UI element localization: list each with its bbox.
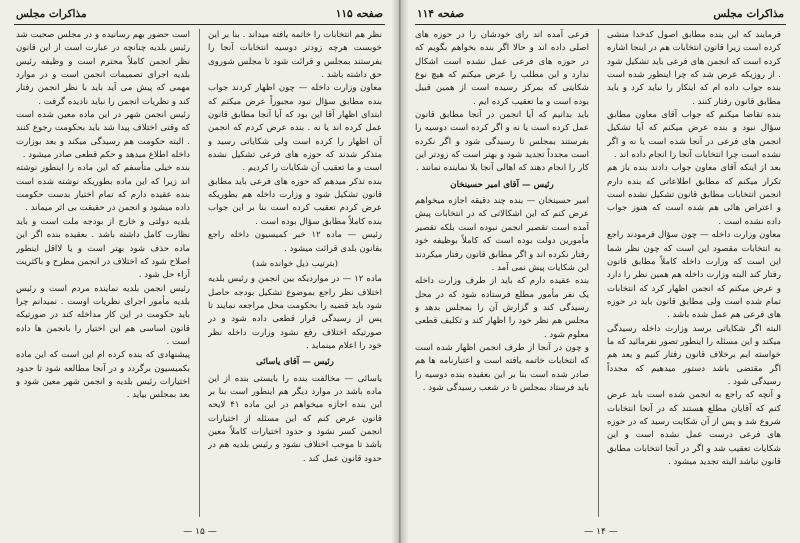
paragraph: بعد از اینکه آقای معاون جواب دادند بنده باز هم تکرار میکنم که مطابق اطلاعاتی که بنده دارم انجمن انتخابات مطابق قانون تشکیل نشده است و اعتراض هائی هم شده است که هنوز جواب داده نشده است . xyxy=(607,163,781,227)
paragraph: و چون در آنجا از طرف انجمن اظهار شده است که انتخابات خاتمه یافته است و اعتبارنامه ها هم صادر شده است بنا بر این بعقیده بنده دوسیه را باید فرستاد بمجلس تا در شعب رسیدگی شود . xyxy=(415,342,589,393)
right-page xyxy=(400,0,800,543)
running-title: مذاکرات مجلس xyxy=(16,8,87,20)
paragraph: فرمایند که این بنده مطابق اصول کدخدا منشی کرده است زیرا قانون انتخابات هم در اینجا اشاره کرده است که انجمن های فرعی باید تشکیل شود . از روزیکه عرض شد که چرا اینطور شده است بنده جواب داده ام که اینکار را نباید کرد و باید مطابق قانون رفتار کنند . xyxy=(607,30,781,107)
header-rule xyxy=(14,24,385,25)
running-title: مذاکرات مجلس xyxy=(713,8,784,20)
text-column-right xyxy=(607,29,781,517)
page-header xyxy=(16,6,383,22)
paragraph: معاون وزارت داخله — چون سؤال فرمودند راجع به انتخابات مقصود این است که چون نظر شما این است که وزارت داخله کاملاً مطابق قانون رفتار کند البته وزارت داخله هم همین نظر را دارد و عرض میکنم که انجمن اظهار کرد که انتخابات تمام شده است ولی مطابق قانون باید در حوزه های فرعی هم عمل شده باشد . xyxy=(607,230,781,321)
speaker-heading: رئیس — آقای امیر حسینخان xyxy=(450,179,554,190)
paragraph: پیشنهادی که بنده کرده ام این است که این ماده بکمیسیون برگردد و در آنجا مطالعه شود تا حدود اختیارات رئیس بلدیه و انجمن شهر معین شود و بعد بمجلس بیاید . xyxy=(16,350,190,401)
paragraph: نظر هم انتخابات را خاتمه یافته میداند . بنا بر این خوبست هرچه زودتر دوسیه انتخابات آنجا را بفرستند بمجلس و قرائت شود تا مجلس شوروی حق داشته باشد . xyxy=(208,30,382,81)
page-header xyxy=(417,6,784,22)
paragraph: بنده تذکر میدهم که حوزه های فرعی باید مطابق قانون تشکیل شود و وزارت داخله هم بطوریکه عرض کردم تعقیب کرده است بنا بر این جواب بنده کاملاً مطابق سؤال بوده است . xyxy=(208,176,382,227)
paragraph: رئیس — ماده ۱۲ خبر کمیسیون داخله راجع بقانون بلدی قرائت میشود . xyxy=(208,230,382,254)
text-column-left xyxy=(415,29,589,517)
book-gutter xyxy=(392,0,408,543)
paragraph: و آنچه که راجع به انجمن شده است باید عرض کنم که آقایان مطلع هستند که در آنجا انتخابات شروع شد و پس از آن شکایت رسید که در حوزه های فرعی درست عمل نشده است و این شکایات تعقیب شد و اگر در آنجا انتخابات مطابق قانون نباشد البته تجدید میشود . xyxy=(607,390,781,467)
paragraph: بنده خیلی متأسفم که این ماده را اینطور نوشته اند زیرا که این ماده بطوریکه نوشته شده است بنده عقیده دارم که تمام اختیار بدست حکومت داده میشود و انجمن در حقیقت بی اثر میماند . xyxy=(16,163,190,214)
column-divider xyxy=(199,29,200,517)
paragraph: رئیس انجمن بلدیه نماینده مردم است و رئیس بلدیه مأمور اجرای نظریات اوست . نمیدانم چرا باید حکومت در این کار مداخله کند در صورتیکه قانون اساسی هم این اختیار را بانجمن ها داده است . xyxy=(16,283,190,347)
text-column-right xyxy=(208,29,382,517)
paragraph: البته اگر شکایاتی برسد وزارت داخله رسیدگی میکند و این مسئله را اینطور تصور نفرمائید که ما خواسته ایم برخلاف قانون رفتار کنیم و بعد هم اگر مقتضی باشد دستور میدهیم که مجدداً رسیدگی شود . xyxy=(607,323,781,387)
page-number-header: صفحه ۱۱۴ xyxy=(417,8,465,20)
header-rule xyxy=(415,24,786,25)
paragraph: بلدیه دولتی و خارج از بودجه ملت است و باید نظارت کامل داشته باشد . بعقیده بنده اگر این ماده حذف شود بهتر است و یا لااقل اینطور اصلاح شود که اختلاف در انجمن مطرح و باکثریت آراء حل شود . xyxy=(16,216,190,281)
speaker-heading: رئیس — آقای یاسائی xyxy=(256,357,334,368)
paragraph: بنده عقیده دارم که باید از طرف وزارت داخله یک نفر مأمور مطلع فرستاده شود که در محل رسیدگی کند و گزارش آن را بمجلس بدهد و مجلس هم نظر خود را اظهار کند و تکلیف قطعی معلوم شود . xyxy=(415,276,589,340)
paragraph: ماده ۱۲ — در مواردیکه بین انجمن و رئیس بلدیه اختلاف نظر راجع بموضوع تشکیل بودجه حاصل شود باید قضیه را بحکومت محل مراجعه نمایند تا پس از رسیدگی قرار قطعی داده شود و در صورتیکه اختلاف رفع نشود وزارت داخله نظر خود را اعلام مینماید . xyxy=(208,274,382,351)
paragraph: معاون وزارت داخله — چون اظهار کردند جواب بنده مطابق سؤال نبود مجبوراً عرض میکنم که ابتدای اظهار آقا این بود که آیا آنجا مطابق قانون عمل کرده اند یا نه . بنده عرض کردم که انجمن آن اظهار را کرده است ولی شکایاتی رسید و متذکر شدند که حوزه های فرعی تشکیل نشده است و ما تعقیب آن شکایات را کردیم . xyxy=(208,83,382,174)
stage-direction: (بترتیب ذیل خوانده شد) xyxy=(251,258,339,269)
paragraph: فرعی آمده اند رای خودشان را در حوزه های اصلی داده اند و حالا اگر بنده بخواهم بگویم که در حوزه های فرعی عمل نشده است اشکال ندارد و این مطلب را عرض میکنم که هیچ نوع شکایتی که بمرکز رسیده است از همین قبیل بوده است و ما تعقیب کرده ایم . xyxy=(415,30,589,107)
paragraph: بنده تقاضا میکنم که جواب آقای معاون مطابق سؤال نبود و بنده عرض میکنم که آیا تشکیل انجمن های فرعی در آنجا شده است یا نه و اگر نشده است چرا انتخابات آنجا را انجام داده اند . xyxy=(607,110,781,161)
text-column-left xyxy=(16,29,190,517)
paragraph: است حضور بهم رسانیده و در مجلس صحبت شد رئیس بلدیه چنانچه در عبارت است از این قانون نظر انجمن کاملاً محترم است و وظیفه رئیس بلدیه اجرای تصمیمات انجمن است و در موارد مهمی که پیش می آید باید با نظر انجمن رفتار کند و نظریات انجمن را نباید نادیده گرفت . xyxy=(16,30,190,107)
page-number-header: صفحه ۱۱۵ xyxy=(335,8,383,20)
paragraph: رئیس انجمن شهر در این ماده معین شده است که وقتی اختلاف پیدا شد باید بحکومت رجوع کنند . البته حکومت هم رسیدگی میکند و بعد بوزارت داخله اطلاع میدهد و حکم قطعی صادر میشود . xyxy=(16,110,190,161)
paragraph: یاسائی — مخالفت بنده را بایستی بنده از این ماده باشد در موارد دیگر هم اینطور است بنا بر این بنده اجازه میخواهم در این ماده ۴۱ لایحه قانون عرض کنم که این مسئله از اختیارات انجمن کسر نشود و حدود اختیارات کاملاً معین باشد تا موجب اختلاف نشود و رئیس بلدیه هم در حدود قانون عمل کند . xyxy=(208,373,382,464)
page-footer-number: — ۱۵ — xyxy=(183,527,217,537)
paragraph: باید بدانیم که آیا انجمن در آنجا مطابق قانون عمل کرده است یا نه و اگر کرده است دوسیه را بفرستند بمجلس تا رسیدگی شود و اگر نکرده است مجدداً تجدید شود و بهتر است که زودتر این کار را انجام دهند که اهالی آنجا بلا نماینده نمانند . xyxy=(415,110,589,174)
page-footer-number: — ۱۴ — xyxy=(584,527,618,537)
paragraph: امیر حسینخان — بنده چند دقیقه اجازه میخواهم عرض کنم که این اشکالاتی که در انتخابات پیش آمده است تقصیر انجمن نبوده است بلکه تقصیر مأمورین دولت بوده است که کاملاً بوظیفه خود رفتار نکرده اند و اگر مطابق قانون رفتار میکردند این شکایات پیش نمی آمد . xyxy=(415,196,589,273)
column-divider xyxy=(598,29,599,517)
